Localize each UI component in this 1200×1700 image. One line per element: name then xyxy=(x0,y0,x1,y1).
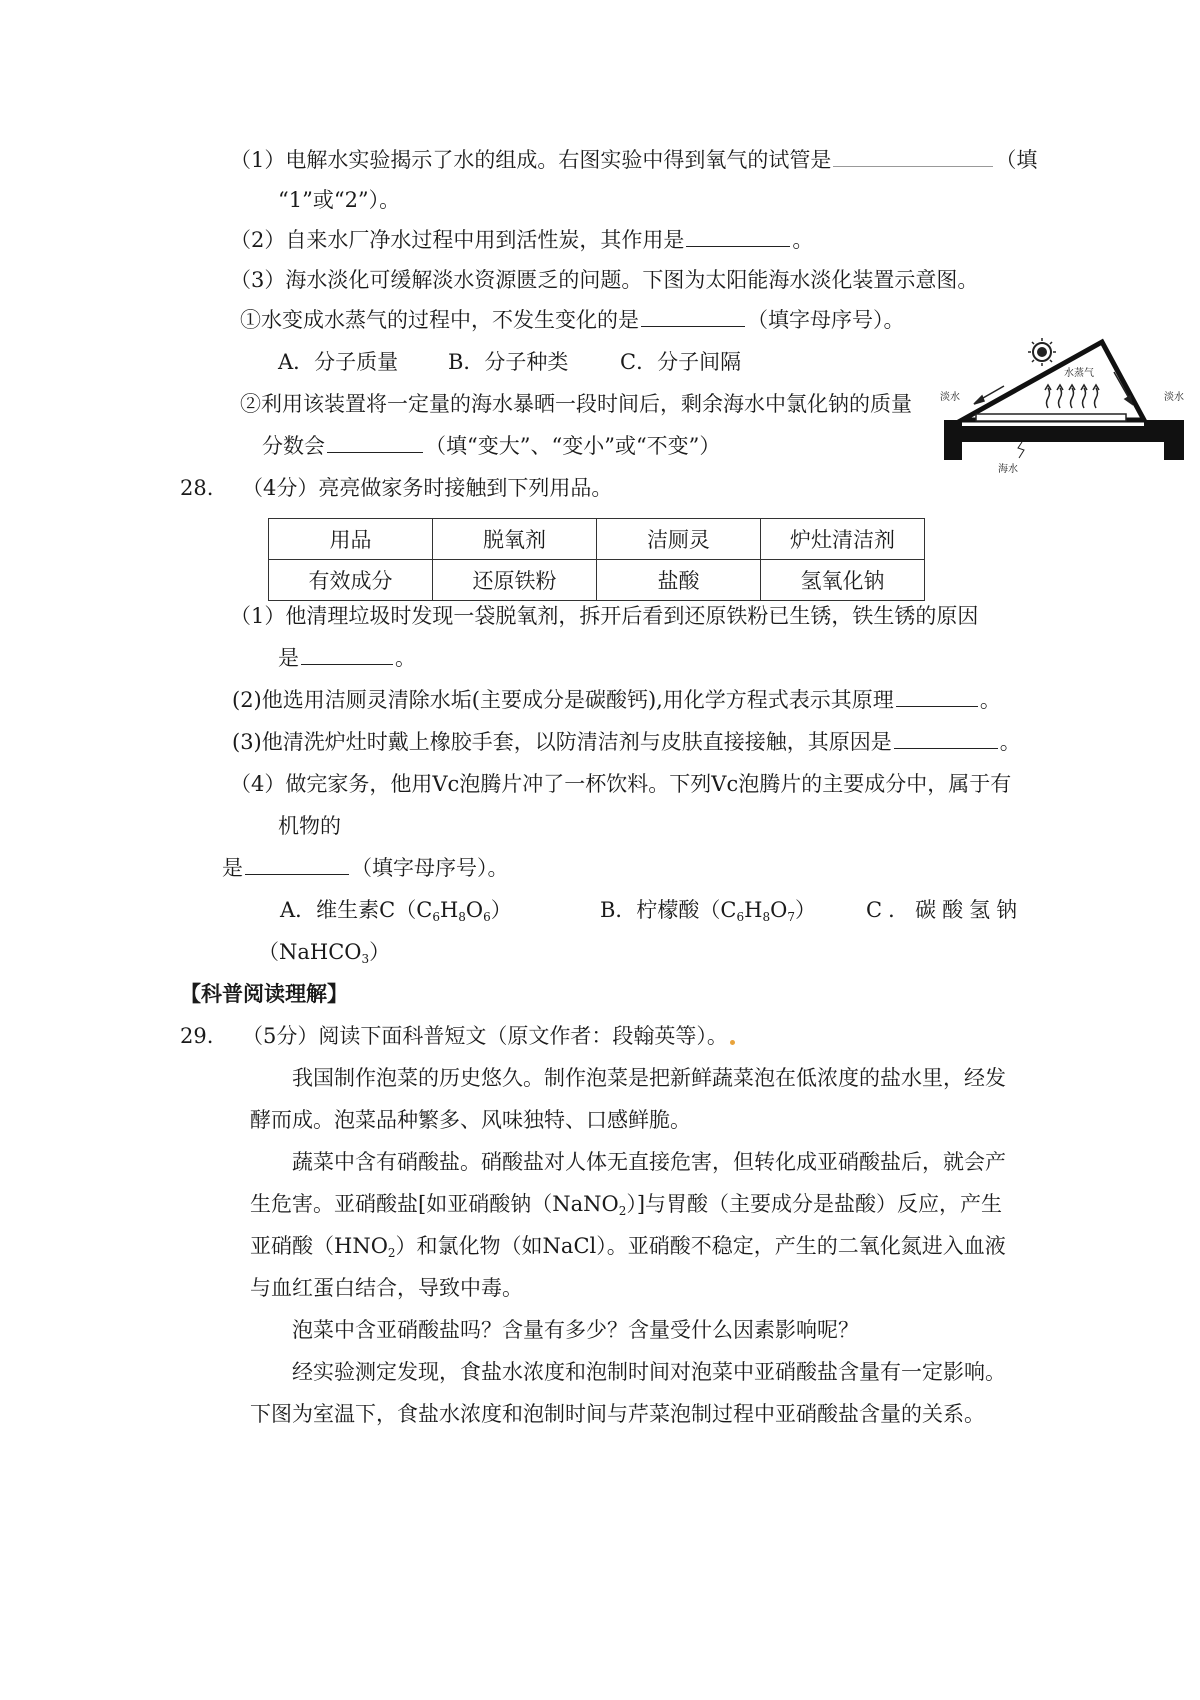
q29-p4-line2: 下图为室温下，食盐水浓度和泡制时间与芹菜泡制过程中亚硝酸盐含量的关系。 xyxy=(250,1402,985,1426)
household-items-table xyxy=(268,518,925,601)
q28-s2-line: (2)他选用洁厕灵清除水垢(主要成分是碳酸钙),用化学方程式表示其原理 。 xyxy=(232,688,1001,712)
q29-p1-line1: 我国制作泡菜的历史悠久。制作泡菜是把新鲜蔬菜泡在低浓度的盐水里，经发 xyxy=(292,1066,1006,1090)
q29-p2-line2: 生危害。亚硝酸盐[如亚硝酸钠（NaNO$_2$）]与胃酸（主要成分是盐酸）反应，产生 xyxy=(250,1192,1003,1218)
q28-s1-answer-blank[interactable] xyxy=(301,644,393,665)
table-cell: 洁厕灵 xyxy=(597,519,761,560)
q29-p2-line4: 与血红蛋白结合，导致中毒。 xyxy=(250,1276,523,1300)
section-heading: 【科普阅读理解】 xyxy=(180,981,348,1006)
q1-continuation: “1”或“2”）。 xyxy=(278,188,401,212)
base-basin xyxy=(944,420,1184,460)
table-cell: 氢氧化钠 xyxy=(761,560,925,601)
q28-s1-line: （1）他清理垃圾时发现一袋脱氧剂，拆开后看到还原铁粉已生锈，铁生锈的原因 xyxy=(230,604,979,628)
q28-option-a: A．维生素$C(C_6H_8O_6)$ xyxy=(280,898,512,924)
q2-line: （2）自来水厂净水过程中用到活性炭，其作用是 。 xyxy=(230,228,814,252)
q28-option-c: C．碳酸氢钠 xyxy=(866,898,1024,922)
table-cell: 还原铁粉 xyxy=(433,560,597,601)
q3-2-answer-blank[interactable] xyxy=(327,432,423,453)
q1-answer-blank[interactable] xyxy=(833,146,993,167)
q29-number: 29. xyxy=(180,1024,214,1048)
label-fresh-water-left: 淡水 xyxy=(940,392,960,403)
q28-s4-answer-blank[interactable] xyxy=(245,854,349,875)
table-cell: 有效成分 xyxy=(269,560,433,601)
label-fresh-water-right: 淡水 xyxy=(1164,392,1184,403)
table-cell: 炉灶清洁剂 xyxy=(761,519,925,560)
table-cell: 盐酸 xyxy=(597,560,761,601)
glass-cover xyxy=(962,342,1144,420)
solar-desalination-diagram xyxy=(940,338,1194,488)
table-row xyxy=(269,519,925,560)
q28-s3-line: (3)他清洗炉灶时戴上橡胶手套，以防清洁剂与皮肤直接接触，其原因是 。 xyxy=(232,730,1021,754)
q3-option-a: A．分子质量 xyxy=(278,350,399,374)
q3-1-answer-blank[interactable] xyxy=(641,306,745,327)
table-row xyxy=(269,560,925,601)
q29-p1-line2: 酵而成。泡菜品种繁多、风味独特、口感鲜脆。 xyxy=(250,1108,691,1132)
table-cell: 用品 xyxy=(269,519,433,560)
q28-s4-continuation: 机物的 xyxy=(278,814,341,838)
q29-p2-line3: 亚硝酸$(HNO_2)$和氯化物（如NaCl）。亚硝酸不稳定，产生的二氧化氮进入血液 xyxy=(250,1234,1006,1260)
q2-answer-blank[interactable] xyxy=(686,226,790,247)
table-cell: 脱氧剂 xyxy=(433,519,597,560)
q29-intro: 29. （5分）阅读下面科普短文（原文作者：段翰英等）。 xyxy=(180,1022,735,1050)
seawater-trough xyxy=(976,414,1126,421)
q3-option-b: B．分子种类 xyxy=(448,350,569,374)
q28-s1-continuation: 是 。 xyxy=(278,646,416,670)
sun-icon xyxy=(1028,338,1056,366)
label-seawater: 海水 xyxy=(998,464,1018,475)
q29-p3: 泡菜中含亚硝酸盐吗？含量有多少？含量受什么因素影响呢？ xyxy=(292,1318,859,1342)
q28-option-b: B．柠檬酸$(C_6H_8O_7)$ xyxy=(600,898,816,924)
q28-s4-answer-line: 是 （填字母序号）。 xyxy=(222,856,509,880)
vapor-arrows xyxy=(1045,385,1099,408)
q28-option-c-formula: （NaHCO$_3$） xyxy=(258,940,391,966)
q3-2-line: ②利用该装置将一定量的海水暴晒一段时间后，剩余海水中氯化钠的质量 xyxy=(240,392,912,416)
q28-s4-line: （4）做完家务，他用Vc泡腾片冲了一杯饮料。下列Vc泡腾片的主要成分中，属于有 xyxy=(230,772,1012,796)
label-vapor: 水蒸气 xyxy=(1064,368,1094,379)
q3-1-line: ①水变成水蒸气的过程中，不发生变化的是 （填字母序号）。 xyxy=(240,308,905,332)
q29-p2-line1: 蔬菜中含有硝酸盐。硝酸盐对人体无直接危害，但转化成亚硝酸盐后，就会产 xyxy=(292,1150,1006,1174)
q28-number: 28. xyxy=(180,476,214,500)
q3-line: （3）海水淡化可缓解淡水资源匮乏的问题。下图为太阳能海水淡化装置示意图。 xyxy=(230,268,979,292)
q28-intro: 28. （4分）亮亮做家务时接触到下列用品。 xyxy=(180,476,613,500)
q3-options xyxy=(278,348,741,376)
q3-2-continuation: 分数会 （填“变大”、“变小”或“不变”） xyxy=(262,434,721,458)
q29-p4-line1: 经实验测定发现，食盐水浓度和泡制时间对泡菜中亚硝酸盐含量有一定影响。 xyxy=(292,1360,1006,1384)
q3-option-c: C．分子间隔 xyxy=(620,350,742,374)
q28-s3-answer-blank[interactable] xyxy=(894,728,998,749)
q1-line: （1）电解水实验揭示了水的组成。右图实验中得到氧气的试管是 （填 xyxy=(230,148,1038,172)
mark-dot xyxy=(730,1040,735,1045)
q28-s2-answer-blank[interactable] xyxy=(896,686,978,707)
